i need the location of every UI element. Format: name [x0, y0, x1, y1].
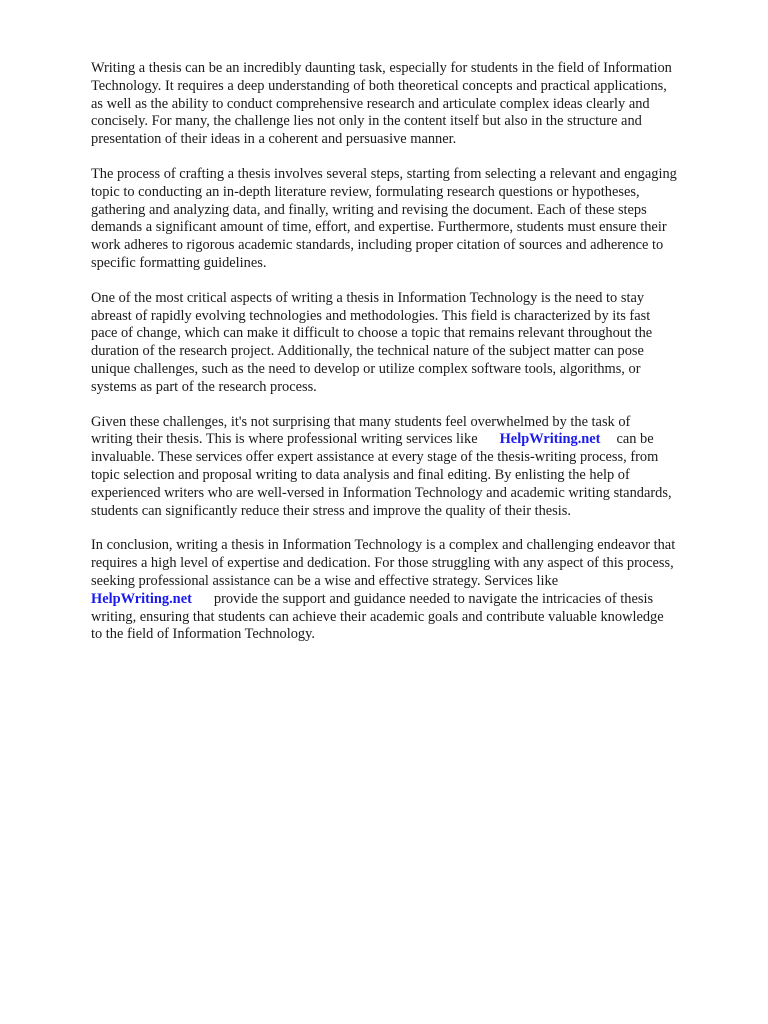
- text-line-with-link: [91, 591, 731, 609]
- text-line: topic selection and proposal writing to data analysis and final editing. By enlisting the help of: [91, 466, 630, 483]
- text-segment: provide the support and guidance needed to navigate the intricacies of thesis: [213, 590, 654, 607]
- text-line: One of the most critical aspects of writing a thesis in Information Technology is the need to stay: [91, 289, 645, 306]
- text-line: systems as part of the research process.: [91, 378, 317, 395]
- text-line: unique challenges, such as the need to develop or utilize complex software tools, algorithms, or: [91, 360, 641, 377]
- text-line: topic to conducting an in-depth literature review, formulating research questions or hypotheses,: [91, 183, 640, 200]
- text-segment: can be: [616, 431, 654, 448]
- text-line: to the field of Information Technology.: [91, 626, 315, 643]
- text-line: work adheres to rigorous academic standards, including proper citation of sources and adherence to: [91, 237, 664, 254]
- text-line: as well as the ability to conduct comprehensive research and articulate complex ideas clearly and: [91, 95, 650, 112]
- paragraph-4: [91, 414, 731, 521]
- paragraph-5: [91, 537, 731, 644]
- paragraph-1: [91, 60, 731, 149]
- text-line: experienced writers who are well-versed in Information Technology and academic writing standards,: [91, 484, 672, 501]
- text-line: pace of change, which can make it difficult to choose a topic that remains relevant throughout the: [91, 325, 653, 342]
- text-line: specific formatting guidelines.: [91, 254, 267, 271]
- text-line: gathering and analyzing data, and finally, writing and revising the document. Each of these steps: [91, 201, 647, 218]
- text-line: presentation of their ideas in a coherent and persuasive manner.: [91, 131, 457, 148]
- text-line: abreast of rapidly evolving technologies and methodologies. This field is characterized by its fast: [91, 307, 651, 324]
- text-line: The process of crafting a thesis involves several steps, starting from selecting a relevant and engaging: [91, 165, 677, 182]
- paragraph-2: [91, 166, 731, 273]
- text-line: requires a high level of expertise and dedication. For those struggling with any aspect of this process,: [91, 555, 674, 572]
- helpwriting-link[interactable]: HelpWriting.net: [91, 590, 192, 607]
- text-line: Given these challenges, it's not surprising that many students feel overwhelmed by the task of: [91, 413, 631, 430]
- text-line: writing, ensuring that students can achieve their academic goals and contribute valuable knowledge: [91, 608, 664, 625]
- helpwriting-link[interactable]: HelpWriting.net: [499, 431, 601, 448]
- text-line: seeking professional assistance can be a wise and effective strategy. Services like: [91, 572, 559, 589]
- text-line: Technology. It requires a deep understanding of both theoretical concepts and practical applications,: [91, 77, 667, 94]
- paragraph-3: [91, 290, 731, 397]
- text-line: In conclusion, writing a thesis in Information Technology is a complex and challenging endeavor that: [91, 537, 676, 554]
- text-line: students can significantly reduce their stress and improve the quality of their thesis.: [91, 502, 571, 519]
- document-page: [91, 60, 731, 661]
- text-line: invaluable. These services offer expert assistance at every stage of the thesis-writing process, from: [91, 449, 659, 466]
- text-line: duration of the research project. Additionally, the technical nature of the subject matter can pose: [91, 343, 644, 360]
- text-line: concisely. For many, the challenge lies not only in the content itself but also in the structure and: [91, 113, 642, 130]
- text-line: demands a significant amount of time, effort, and expertise. Furthermore, students must ensure their: [91, 219, 667, 236]
- text-segment: writing their thesis. This is where professional writing services like: [91, 431, 478, 448]
- text-line-with-link: [91, 431, 731, 449]
- text-line: Writing a thesis can be an incredibly daunting task, especially for students in the field of Information: [91, 60, 672, 76]
